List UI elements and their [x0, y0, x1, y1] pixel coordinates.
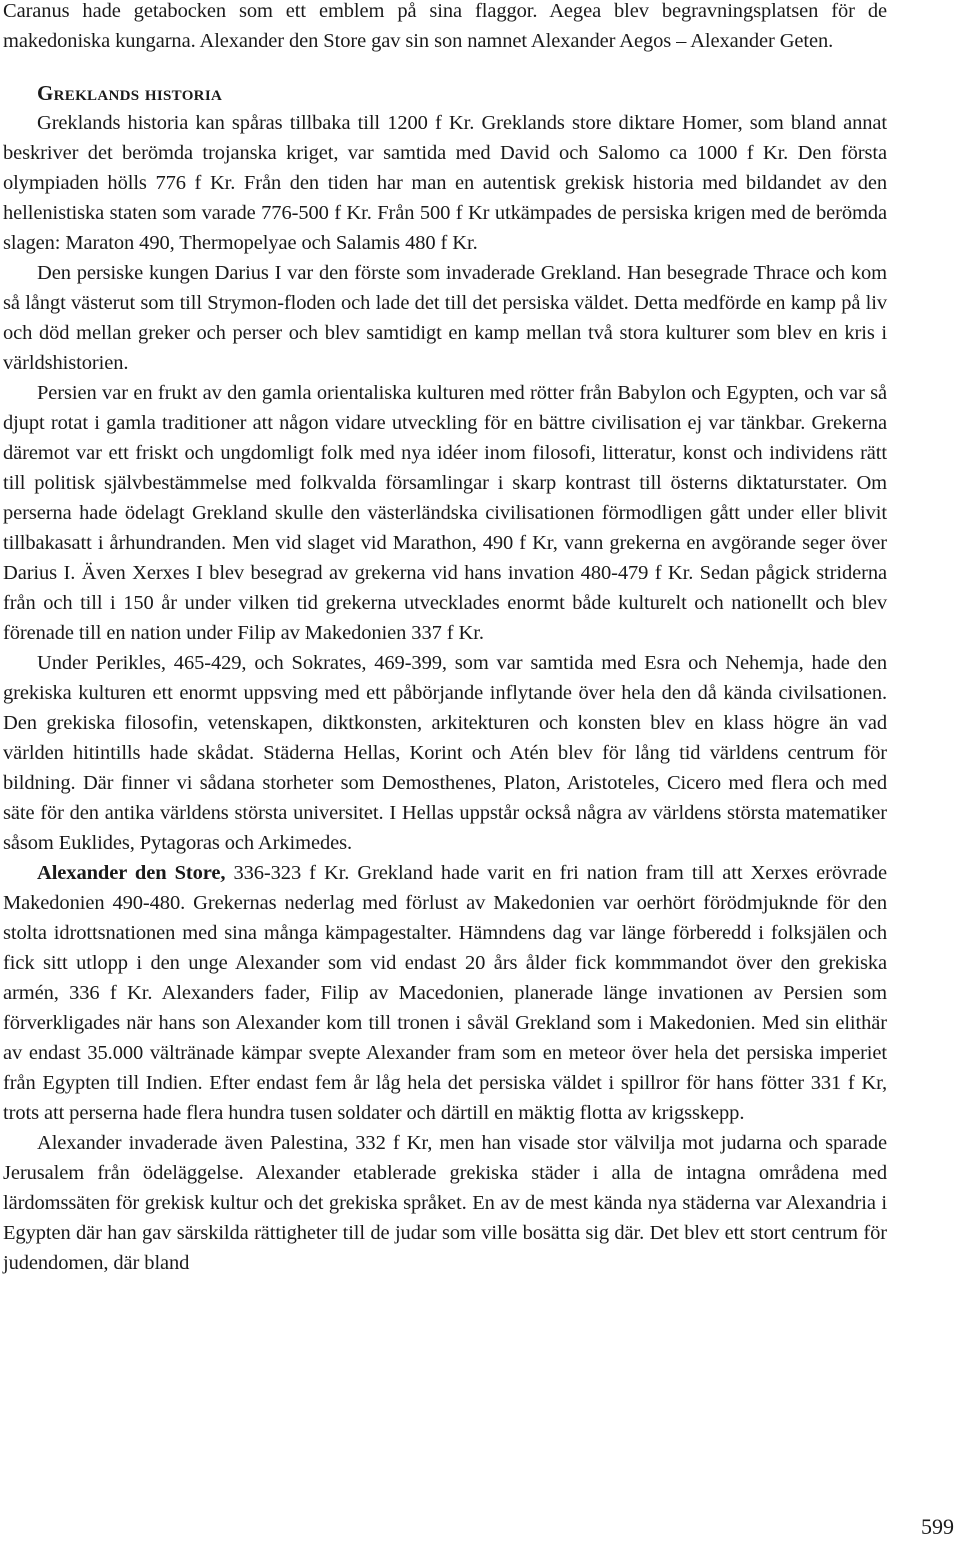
- paragraph-darius: Den persiske kungen Darius I var den förste som invaderade Grekland. Han besegrade Thrace och kom så långt västerut som till Strymon-floden och lade det till det persiska väldet. Detta medförde en kamp på liv och död mellan greker och perser och blev samtidigt en kamp mellan två stora kulturer som blev en kris i världshistorien.: [3, 262, 887, 374]
- paragraph-perikles: Under Perikles, 465-429, och Sokrates, 469-399, som var samtida med Esra och Nehemja, hade den grekiska kulturen ett enormt uppsving med ett påbörjande inflytande över hela den då kända civilsationen. Den grekiska filosofin, vetenskapen, diktkonsten, arkitekturen och konsten blev en klass högre än vad världen hitintills hade skådat. Städerna Hellas, Korint och Atén blev för lång tid världens centrum för bildning. Där finner vi sådana storheter som Demosthenes, Platon, Aristoteles, Cicero med flera och med säte för den antika världens största universitet. I Hellas uppstår också några av världens största matematiker såsom Euklides, Pytagoras och Arkimedes.: [3, 652, 887, 854]
- paragraph-alexander: [3, 858, 887, 1128]
- intro-paragraph: Caranus hade getabocken som ett emblem på sina flaggor. Aegea blev begravningsplatsen för de makedoniska kungarna. Alexander den Store gav sin son namnet Alexander Aegos – Alexander Geten.: [3, 0, 887, 52]
- page-number: 599: [921, 1514, 954, 1539]
- alexander-text: 336-323 f Kr. Grekland hade varit en fri nation fram till att Xerxes erövrade Makedonien 490-480. Grekernas nederlag med förlust av Makedonien var oerhört förödmjuknde för den stolta idrottsnationen med sina många kämpagestalter. Hämndens dag var länge förberedd i folksjälen och fick sitt utlopp i den unge Alexander som vid endast 20 års ålder fick kommmandot över den grekiska armén, 336 f Kr. Alexanders fader, Filip av Macedonien, planerade länge invationen av Persien som förverkligades när hans son Alexander kom till tronen i såväl Grekland som i Makedonien. Med sin elithär av endast 35.000 vältränade kämpar svepte Alexander fram som en meteor över hela det persiska imperiet från Egypten till Indien. Efter endast fem år låg hela det persiska väldet i spillror för hans fötter 331 f Kr, trots att perserna hade flera hundra tusen soldater och därtill en mäktig flotta av krigsskepp.: [3, 862, 887, 1124]
- document-page: [3, 0, 887, 1278]
- paragraph-persia: Persien var en frukt av den gamla orientaliska kulturen med rötter från Babylon och Egypten, och var så djupt rotat i gamla traditioner att någon vidare utveckling för en bättre civilisation ej var tänkbar. Grekerna däremot var ett friskt och ungdomligt folk med nya idéer inom filosofi, litteratur, konst och individens rätt till politisk självbestämmelse med folkvalda församlingar i skarp kontrast till österns diktaturstater. Om perserna hade ödelagt Grekland skulle den västerländska civilisationen förmodligen gått under eller blivit tillbakasatt i århundranden. Men vid slaget vid Marathon, 490 f Kr, vann grekerna en avgörande seger över Darius I. Även Xerxes I blev besegrad av grekerna vid hans invation 480-479 f Kr. Sedan pågick striderna från och till i 150 år under vilken tid grekerna utvecklades enormt både kulturelt och nationellt och blev förenade till en nation under Filip av Makedonien 337 f Kr.: [3, 382, 887, 644]
- section-heading: Greklands historia: [37, 81, 223, 105]
- alexander-lead: Alexander den Store,: [37, 862, 226, 884]
- paragraph-history: Greklands historia kan spåras tillbaka till 1200 f Kr. Greklands store diktare Homer, som bland annat beskriver det berömda trojanska kriget, var samtida med David och Salomo ca 1000 f Kr. Den första olympiaden hölls 776 f Kr. Från den tiden har man en autentisk grekisk historia med bildandet av den hellenistiska staten som varade 776-500 f Kr. Från 500 f Kr utkämpades de persiska krigen med de berömda slagen: Maraton 490, Thermopelyae och Salamis 480 f Kr.: [3, 112, 887, 254]
- paragraph-palestina: Alexander invaderade även Palestina, 332 f Kr, men han visade stor välvilja mot judarna och sparade Jerusalem från ödeläggelse. Alexander etablerade grekiska städer i alla de intagna områdena med lärdomssäten för grekisk kultur och det grekiska språket. En av de mest kända nya städerna var Alexandria i Egypten där han gav särskilda rättigheter till de judar som ville bosätta sig där. Det blev ett stort centrum för judendomen, där bland: [3, 1132, 887, 1274]
